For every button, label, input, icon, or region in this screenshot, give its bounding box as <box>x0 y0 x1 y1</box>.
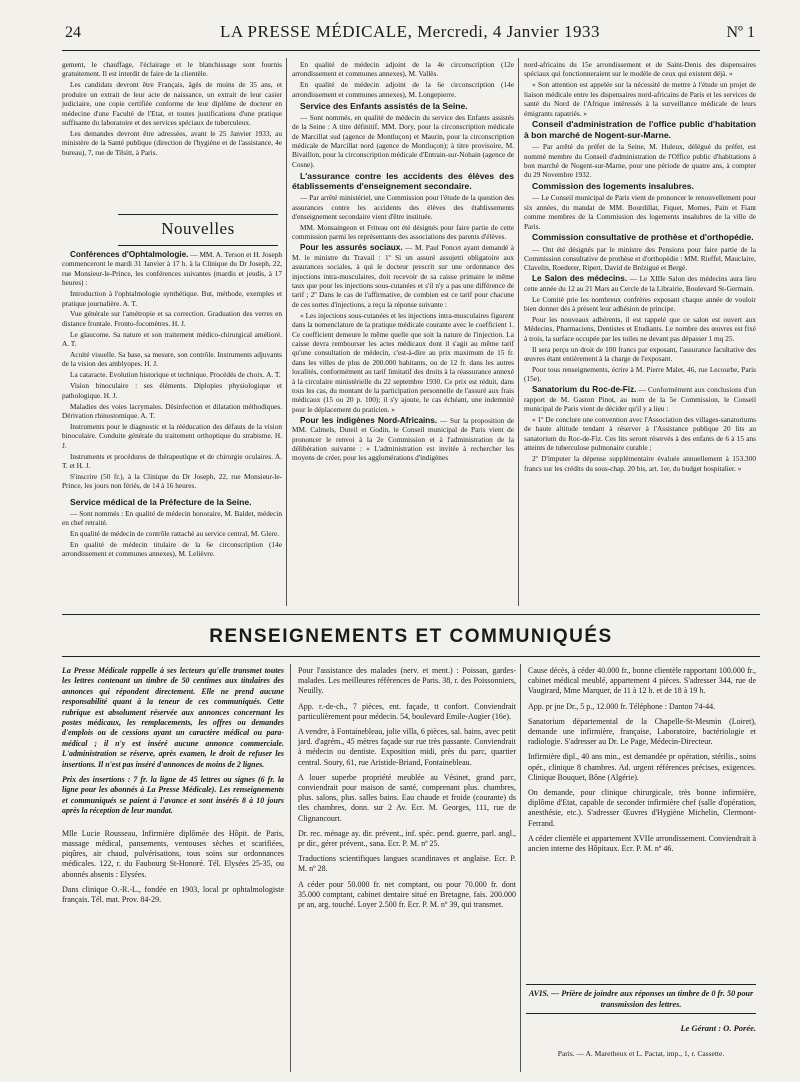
list-item: Vue générale sur l'amétropie et sa correction. Graduation des verres en distance frontale. Fronto-focomètres. H. J. <box>62 309 282 328</box>
article-heading: Service des Enfants assistés de la Seine. <box>300 100 468 111</box>
paragraph: En qualité de médecin titulaire de la 6e circonscription (14e arrondissement et communes annexes), M. Lelièvre. <box>62 540 282 559</box>
article-text: — Ont été désignés par le ministre des Pensions pour faire partie de la Commission consultative de prothèse et d'orthopédie : MM. Rieffel, Mauclaire, Clavelin, Roederer, Ripert, David de Brézigué et Bergé. <box>524 244 756 273</box>
section-rule <box>62 614 760 615</box>
column-divider <box>286 58 287 606</box>
classified-ad: Dr. rec. ménage ay. dir. prévent., inf. spéc. pend. guerre, parl. angl., pr dir., gérer prévent., sana. Ecr. P. M. nº 25. <box>298 828 516 849</box>
column-1 <box>62 60 282 159</box>
classified-ad: A céder clientèle et appartement XVIIe arrondissement. Conviendrait à ancien interne des Hôpitaux. Ecr. P. M. nº 46. <box>528 833 756 854</box>
classified-ad: Traductions scientifiques langues scandinaves et anglaise. Ecr. P. M. nº 28. <box>298 854 516 874</box>
paragraph: nord-africains du 15e arrondissement et de Saint-Denis des dispensaires spéciaux qui fonctionneraient sur le modèle de ceux qui existent déjà. » <box>524 60 756 79</box>
section-title: RENSEIGNEMENTS ET COMMUNIQUÉS <box>209 626 613 647</box>
article-text: — Le Conseil municipal de Paris vient de prononcer le renouvellement pour six années, du mandat de MM. Bourdillat, Fiquet, Momes, Pain et Fiant comme membres de la Commission des logements insalubres de la ville de Paris. <box>524 193 756 231</box>
classified-ad: Infirmière dipl., 40 ans min., est demandée pr opération, stérilis., soins opér., clinique 8 chambres. Ad. urgent références précises, exigences. Clinique Bouquet, Bône (Algérie). <box>528 752 756 782</box>
nouvelles-heading: Nouvelles <box>118 214 278 246</box>
article-heading: Conseil d'administration de l'office public d'habitation à bon marché de Nogent-sur-Marne. <box>524 119 756 141</box>
article-text: — Sont nommés, en qualité de médecin du service des Enfants assistés de la Seine : A titre définitif, MM. Dory, pour la circonscription médicale de Marcillat sud (agence de Montluçon) et Maurin, pour la circonscription médicale de Marcillat nord (agence de Montluçon); à titre provisoire, M. Bivaillon, pour la circonscription médicale d'Entrain-sur-Nohain (agence de Cosne). <box>292 112 514 169</box>
list-item: Le glaucome. Sa nature et son traitement médico-chirurgical amélioré. A. T. <box>62 329 282 349</box>
list-item: Instruments pour le diagnostic et la rééducation des défauts de la vision binoculaire. Conduite générale du traitement orthoptique du strabisme. H. J. <box>62 421 282 450</box>
column-divider <box>520 664 521 1072</box>
list-item: Vision binoculaire : ses éléments. Diplopies physiologique et pathologique. H. J. <box>62 381 282 400</box>
article-text: — MM. A. Terson et H. Joseph commenceront le mardi 31 Janvier à 17 h. à la Clinique du Dr Joseph, 22, rue Monsieur-le-Prince, les conférences suivantes (mardis et jeudis, à 17 heures) : <box>62 250 283 288</box>
section-rule <box>62 656 760 657</box>
paragraph: En qualité de médecin de contrôle rattaché au service central, M. Glere. <box>70 529 280 539</box>
article-heading: Sanatorium du Roc-de-Fiz. <box>532 385 637 395</box>
list-item: Instruments et procédures de thérapeutique et de chirurgie oculaires. A. T. et H. J. <box>62 451 282 471</box>
classified-ad: Mlle Lucie Rousseau, Infirmière diplômée des Hôpit. de Paris, massage médical, pansements, ventouses sèches et scarifiées, piqûres, air chaud, pulvérisations, tous soins sur ordonnances médicales. 122, r. du Faubourg St-Honoré. Tél. Elysées 25-35, ou abonnés absents : Elysées. <box>62 828 284 879</box>
paragraph: MM. Monsaingeon et Friteau ont été désignés pour faire partie de cette commission parmi les représentants des associations des parents d'élèves. <box>292 223 514 242</box>
article-heading: Commission des logements insalubres. <box>532 181 694 192</box>
paragraph: En qualité de médecin adjoint de la 4e circonscription (12e arrondissement et communes annexes), M. Vallès. <box>292 60 514 79</box>
classified-ad: Sanatorium départemental de la Chapelle-St-Mesmin (Loiret), demande une infirmière, française, Laboratoire, bactériologie et radiologie. S'adresser au Dr. Le Page, Médecin-Directeur. <box>528 716 756 747</box>
avis-notice: AVIS. — Prière de joindre aux réponses un timbre de 0 fr. 50 pour transmission des lettres. <box>526 984 756 1014</box>
list-item: Introduction à l'ophtalmologie synthétique. But, méthode, exemples et pratique journalière. A. T. <box>62 289 282 308</box>
article-text: — Sur la proposition de MM. Calmels, Duteil et Godin, le Conseil municipal de Paris vient de prononcer le renvoi à la 2e Commission et à l'administration de la délibération suivante : « L'administration est invitée à rechercher les moyens de créer, pour les agglomérations d'indigènes <box>292 415 514 463</box>
journal-title: LA PRESSE MÉDICALE, Mercredi, 4 Janvier 1933 <box>220 22 600 41</box>
issue-number: Nº 1 <box>726 24 755 41</box>
article-text: — Le XIIIe Salon des médecins aura lieu cette année du 12 au 21 Mars au Cercle de la Librairie, Boulevard St-Germain. <box>524 274 756 293</box>
paragraph: Le Comité prie les nombreux confrères exposant chaque année de vouloir bien donner dès à présent leur adhésion de principe. <box>524 294 756 313</box>
paragraph: Il sera perçu un droit de 100 francs par exposant, l'assurance facultative des œuvres étant entièrement à la charge de l'exposant. <box>524 344 756 364</box>
classified-ad: A louer superbe propriété meublée au Vésinet, grand parc, conviendrait pour maison de santé, comprenant plus. chambres, plus. salons, plus. salles bains. Eau chaude et froide (courante) ds tles chambres, donn. sur 2 Av. Ecr. M. Georges, 111, rue de Clignancourt. <box>298 772 516 823</box>
article-text: — Conformément aux conclusions d'un rapport de M. Gaston Pinot, au nom de la 5e Commission, le Conseil municipal de Paris vient de décider qu'il y a lieu : <box>524 385 756 414</box>
article-text: — M. Paul Poncet ayant demandé à M. le ministre du Travail : 1º Si un assuré assujetti obligatoire aux assurances sociales, à qui le docteur prescrit sur une ordonnance des injections intra-musculaires, doit recevoir de sa caisse primaire le même taux que pour les injections sous-cutanées et s'il n'y a pas une différence de tarif ; 2º Dans le cas de l'affirmative, de combien est ce tarif pour chacune de ces sortes d'injections, a reçu la réponse suivante : <box>292 243 515 309</box>
column-3 <box>524 60 756 474</box>
classified-ad: A vendre, à Fontainebleau, jolie villa, 6 pièces, sal. bains, avec petit jard. d'agrém., 45 mètres façade sur rue très passante. Conviendrait à médecin ou dentiste. Exposition midi, près du parc, quartier central. Soury, 61, rue Aristide-Briand, Fontainebleau. <box>298 727 516 767</box>
article-text: — Par arrêté du préfet de la Seine, M. Huleux, délégué du préfet, est nommé membre du Conseil d'administration de l'Office public d'habitations à bon marché de Nogent-sur-Marne, pour une période de quatre ans, à compter du 29 Novembre 1932. <box>524 142 756 180</box>
article-text: — Sont nommés : En qualité de médecin honoraire, M. Baldet, médecin en chef retraité. <box>62 508 282 528</box>
column-divider <box>290 664 291 1072</box>
article-heading: Le Salon des médecins. <box>532 274 628 284</box>
classified-ad: Pour l'assistance des malades (nerv. et ment.) : Poissan, gardes-malades. Les meilleures références de Paris. 38, r. des Poissonniers, Neuilly. <box>298 666 516 696</box>
paragraph: « 1º De conclure une convention avec l'Association des villages-sanatoriums de haute altitude tendant à réserver à l'Assistance publique 20 lits au sanatorium du Roc-de-Fiz. Ces lits seront réservés à des enfants de 6 à 15 ans atteints de tuberculose pulmonaire curable ; <box>524 414 756 453</box>
paragraph: En qualité de médecin adjoint de la 6e circonscription (14e arrondissement et communes annexes), M. Longepierre. <box>292 80 514 99</box>
page-number: 24 <box>65 24 81 41</box>
article-heading: Conférences d'Ophtalmologie. <box>70 250 189 259</box>
article-heading: Commission consultative de prothèse et d'orthopédie. <box>532 232 754 243</box>
paragraph: Les candidats devront être Français, âgés de moins de 35 ans, et produire un extrait de leur acte de naissance, un extrait de leur casier judiciaire, une copie certifiée conforme de leur diplôme de docteur en médecine d'une Faculté de l'Etat, et toutes justifications d'une pratique suffisante du laboratoire et des services spéciaux de tuberculeux. <box>62 80 282 127</box>
classified-ad: A céder pour 50.000 fr. net comptant, ou pour 70.000 fr. dont 35.000 comptant, cabinet dentaire situé en Bretagne, fais. 200.000 pr an, arg. touché. Loyer 2.500 fr. Ecr. P. M. nº 39, qui transmet. <box>298 879 516 910</box>
paragraph: gement, le chauffage, l'éclairage et le blanchissage sont fournis gratuitement. Il est interdit de faire de la clientèle. <box>62 60 282 79</box>
header-rule <box>62 50 760 51</box>
lower-column-3 <box>528 666 756 859</box>
list-item: La cataracte. Evolution historique et technique. Procédés de choix. A. T. <box>70 370 281 380</box>
article-heading: Pour les indigènes Nord-Africains. <box>300 415 438 425</box>
notice-text: La Presse Médicale rappelle à ses lecteurs qu'elle transmet toutes les lettres contenant un timbre de 50 centimes aux titulaires des annonces qui répondent directement. Elle ne prend aucune responsabilité quant à la teneur de ces communiqués. Cette rubrique est absolument réservée aux annonces concernant les postes médicaux, les remplacements, les offres ou demandes d'emplois ou de cessions ayant un caractère médical ou para-médical ; il n'y est inséré aucune annonce commerciale. L'administration se réserve, après examen, le droit de refuser les insertions. Il n'est pas inséré d'annonces de moins de 2 lignes. <box>62 666 284 769</box>
paragraph: 2º D'imputer la dépense supplémentaire évaluée annuellement à 153.300 francs sur les crédits du sous-chap. 20 bis, art. 1er, du budget hospitalier. » <box>524 454 756 473</box>
paragraph: Pour les nouveaux adhérents, il est rappelé que ce salon est ouvert aux Médecins, Pharmaciens, Dentistes et Etudiants. Le nombre des œuvres est fixé à trois, la surface occupée par les toiles ne devant pas dépasser 1 mq 25. <box>524 314 756 343</box>
article-text: — Par arrêté ministériel, une Commission pour l'étude de la question des assurances contre les accidents des élèves des établissements d'enseignement secondaire vient d'être instituée. <box>292 193 514 222</box>
pricing-text: Prix des insertions : 7 fr. la ligne de 45 lettres ou signes (6 fr. la ligne pour les abonnés à La Presse Médicale). Les renseignements et communiqués se paient à l'avance et sont insérés 8 à 10 jours après la réception de leur mandat. <box>62 775 284 816</box>
column-1-news <box>62 250 282 560</box>
paragraph: Les demandes devront être adressées, avant le 25 Janvier 1933, au ministère de la Santé publique (direction de l'hygiène et de l'assistance, 4e bureau), 7, rue de Tilsitt, à Paris. <box>62 128 282 157</box>
classified-ad: Dans clinique O.-R.-L., fondée en 1903, local pr ophtalmologiste français. Tél. mat. Prov. 84-29. <box>62 884 284 904</box>
list-item: S'inscrire (50 fr.), à la Clinique du Dr Joseph, 22, rue Monsieur-le-Prince, les jours non fériés, de 14 à 16 heures. <box>62 471 282 491</box>
gerant-signature: Le Gérant : O. Porée. <box>680 1023 756 1033</box>
article-heading: Service médical de la Préfecture de la Seine. <box>70 496 252 507</box>
article-heading: Pour les assurés sociaux. <box>300 243 403 253</box>
column-divider <box>518 58 519 606</box>
classified-ad: Cause décès, à céder 40.000 fr., bonne clientèle rapportant 100.000 fr., cabinet médical meublé, appartement 4 pièces. S'adresser 344, rue de Vaugirard, Mme Marquer, de 11 à 12 h. et de 18 à 19 h. <box>528 666 756 696</box>
classified-ad: On demande, pour clinique chirurgicale, très bonne infirmière, diplôme d'Etat, capable de seconder infirmière chef (salle d'opération, anesthésie, etc.). S'adresser Œuvres d'Hygiène Michelin, Clermont-Ferrand. <box>528 788 756 828</box>
lower-column-1 <box>62 666 284 910</box>
list-item: Acuité visuelle. Sa base, sa mesure, son contrôle. Instruments adjuvants de la vision des amblyopes. H. J. <box>62 350 282 369</box>
paragraph: Pour tous renseignements, écrire à M. Pierre Malet, 46, rue Lecourbe, Paris (15e). <box>524 364 756 384</box>
classified-ad: App. pr jne Dr., 5 p., 12.000 fr. Téléphone : Danton 74-44. <box>528 701 716 711</box>
printer-line: Paris. — A. Maretheux et L. Pactat, imp., 1, r. Cassette. <box>557 1049 725 1058</box>
lower-column-2 <box>298 666 516 915</box>
paragraph: « Les injections sous-cutanées et les injections intra-musculaires figurent dans la nomenclature de la pratique médicale courante avec le coefficient 1. Ce coefficient demeure le même quelle que soit la nature de l'injection. La caisse devra rembourser les actes médicaux dont il s'agit au même tarif qu'une consultation de médecin, c'est-à-dire au prix maximum de 15 fr. dans les villes de plus de 200.000 habitants, ou de 12 fr. dans les autres localités, conformément au tarif limitatif des droits à la réassurance annexé à la circulaire ministérielle du 22 septembre 1930. Ce prix est réduit, dans tous les cas, du montant de la participation personnelle de l'assuré aux frais médicaux (15 ou 20 p. 100); il s'y ajoute, le cas échéant, une indemnité pour le déplacement du praticien. » <box>292 310 514 414</box>
running-header <box>65 22 755 48</box>
column-2 <box>292 60 514 464</box>
classified-ad: App. r.-de-ch., 7 pièces, ent. façade, tt confort. Conviendrait particulièrement pour médecin. 54, boulevard Emile-Augier (16e). <box>298 701 516 721</box>
list-item: Maladies des voies lacrymales. Désinfection et dilatation méthodiques. Dérivation rhinostomique. A. T. <box>62 401 282 420</box>
article-heading: L'assurance contre les accidents des élèves des établissements d'enseignement secondaire. <box>292 170 514 192</box>
paragraph: « Son attention est appelée sur la nécessité de mettre à l'étude un projet de liaison médicale entre les dispensaires nord-africains de Paris et les services de santé du Nord de l'Afrique intéressés à la surveillance médicale de leurs émigrants rapatriés. » <box>524 80 756 118</box>
